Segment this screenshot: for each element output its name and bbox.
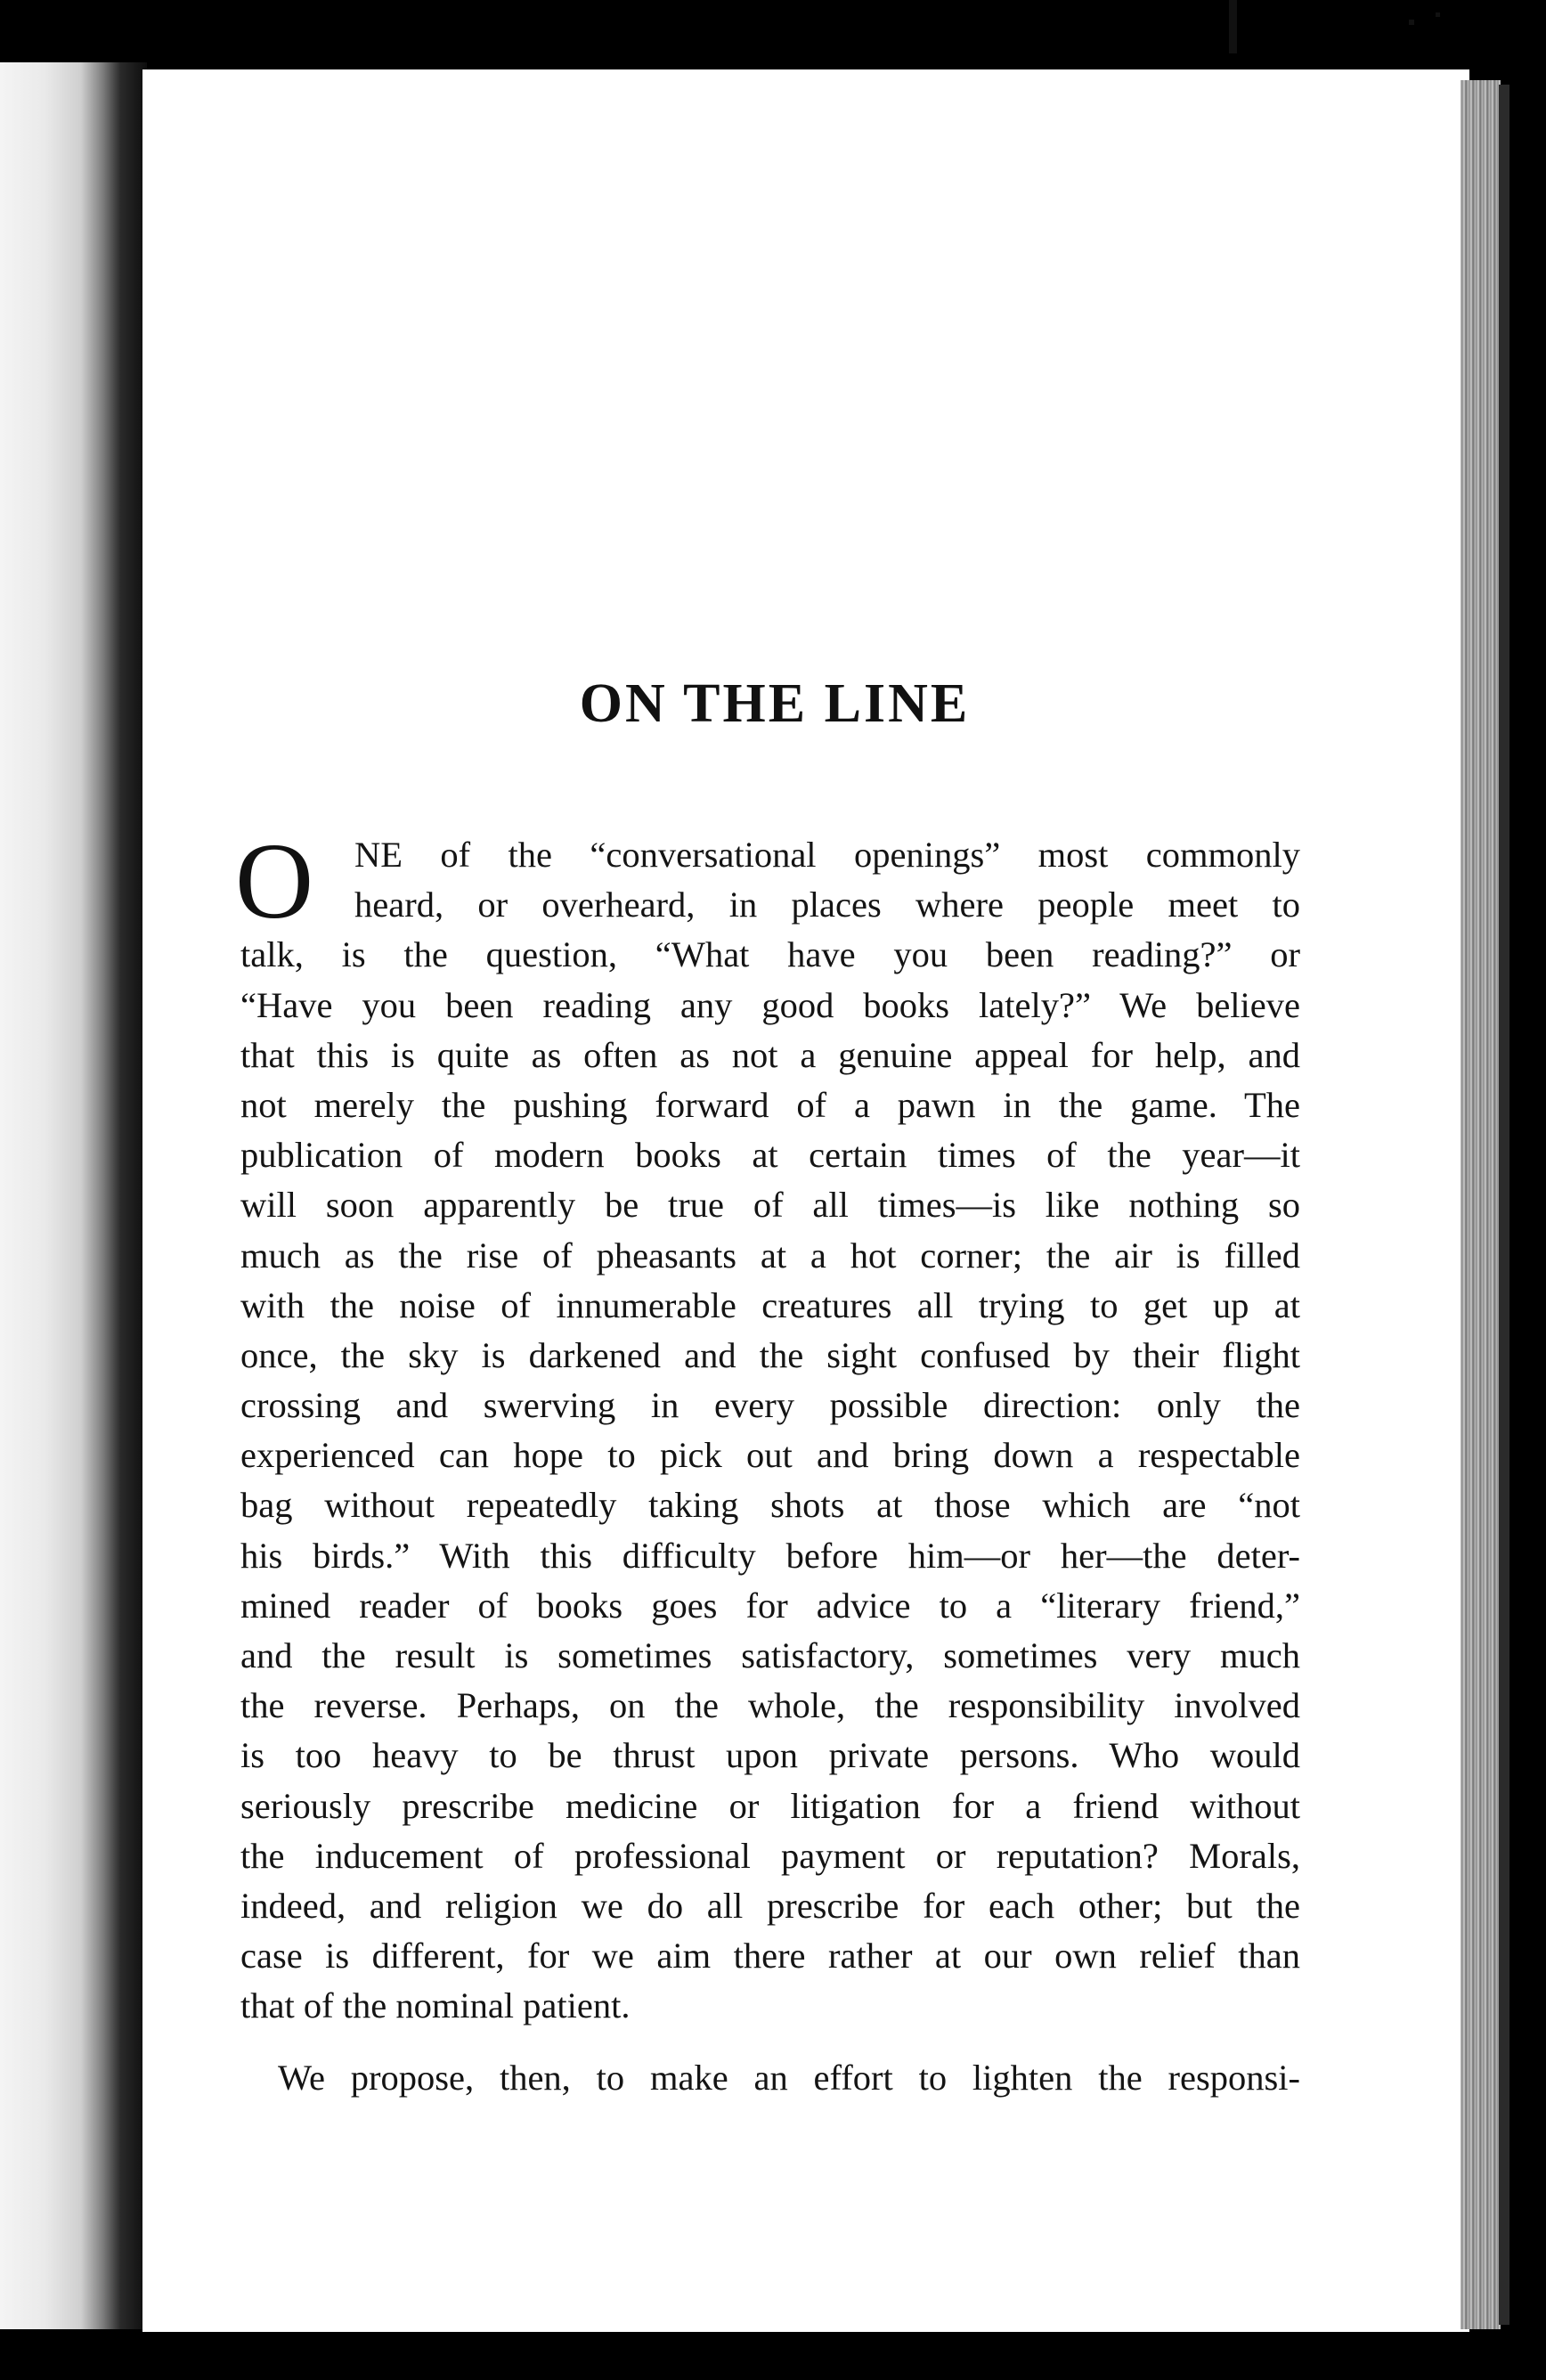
page-edge-shadow [1499, 85, 1509, 2325]
text-line: and the result is sometimes satisfactory, sometimes very much [240, 1635, 1300, 1675]
text-line: We propose, then, to make an effort to lighten the responsi- [278, 2057, 1300, 2098]
text-line: the inducement of professional payment or reputation? Morals, [240, 1835, 1300, 1876]
text-line: once, the sky is darkened and the sight confused by their flight [240, 1334, 1300, 1375]
text-line: crossing and swerving in every possible direction: only the [240, 1385, 1300, 1426]
text-line: much as the rise of pheasants at a hot corner; the air is filled [240, 1235, 1300, 1276]
text-line: his birds.” With this difficulty before him—or her—the deter- [240, 1535, 1300, 1576]
text-line: mined reader of books goes for advice to a “literary friend,” [240, 1585, 1300, 1626]
chapter-title: ON THE LINE [579, 673, 971, 734]
text-line: is too heavy to be thrust upon private persons. Who would [240, 1735, 1300, 1776]
text-line: that of the nominal patient. [240, 1985, 631, 2026]
text-line: seriously prescribe medicine or litigation for a friend without [240, 1785, 1300, 1826]
text-line-content: NE of the “conversational openings” most commonly [354, 835, 1300, 875]
text-line: not merely the pushing forward of a pawn in the game. The [240, 1084, 1300, 1125]
text-line: talk, is the question, “What have you been reading?” or [240, 934, 1300, 975]
text-line: publication of modern books at certain times of the year—it [240, 1135, 1300, 1176]
text-line: with the noise of innumerable creatures all trying to get up at [240, 1284, 1300, 1325]
text-line: bag without repeatedly taking shots at those which are “not [240, 1485, 1300, 1526]
text-line: will soon apparently be true of all times—is like nothing so [240, 1185, 1300, 1226]
text-line: indeed, and religion we do all prescribe for each other; but the [240, 1885, 1300, 1926]
book-gutter [0, 62, 147, 2329]
scan-speck [1436, 12, 1440, 17]
text-line: heard, or overheard, in places where people meet to [354, 884, 1300, 925]
scan-speck [1229, 0, 1237, 53]
text-line: that this is quite as often as not a genuine appeal for help, and [240, 1034, 1300, 1075]
text-line: “Have you been reading any good books lately?” We believe [240, 984, 1300, 1025]
page-edges [1461, 80, 1501, 2329]
scan-speck [1409, 20, 1414, 25]
drop-cap: O [235, 821, 314, 941]
text-line: experienced can hope to pick out and bring down a respectable [240, 1435, 1300, 1476]
body-text [235, 821, 1300, 2103]
text-line: case is different, for we aim there rather at our own relief than [240, 1936, 1300, 1977]
text-line: the reverse. Perhaps, on the whole, the responsibility involved [240, 1685, 1300, 1726]
